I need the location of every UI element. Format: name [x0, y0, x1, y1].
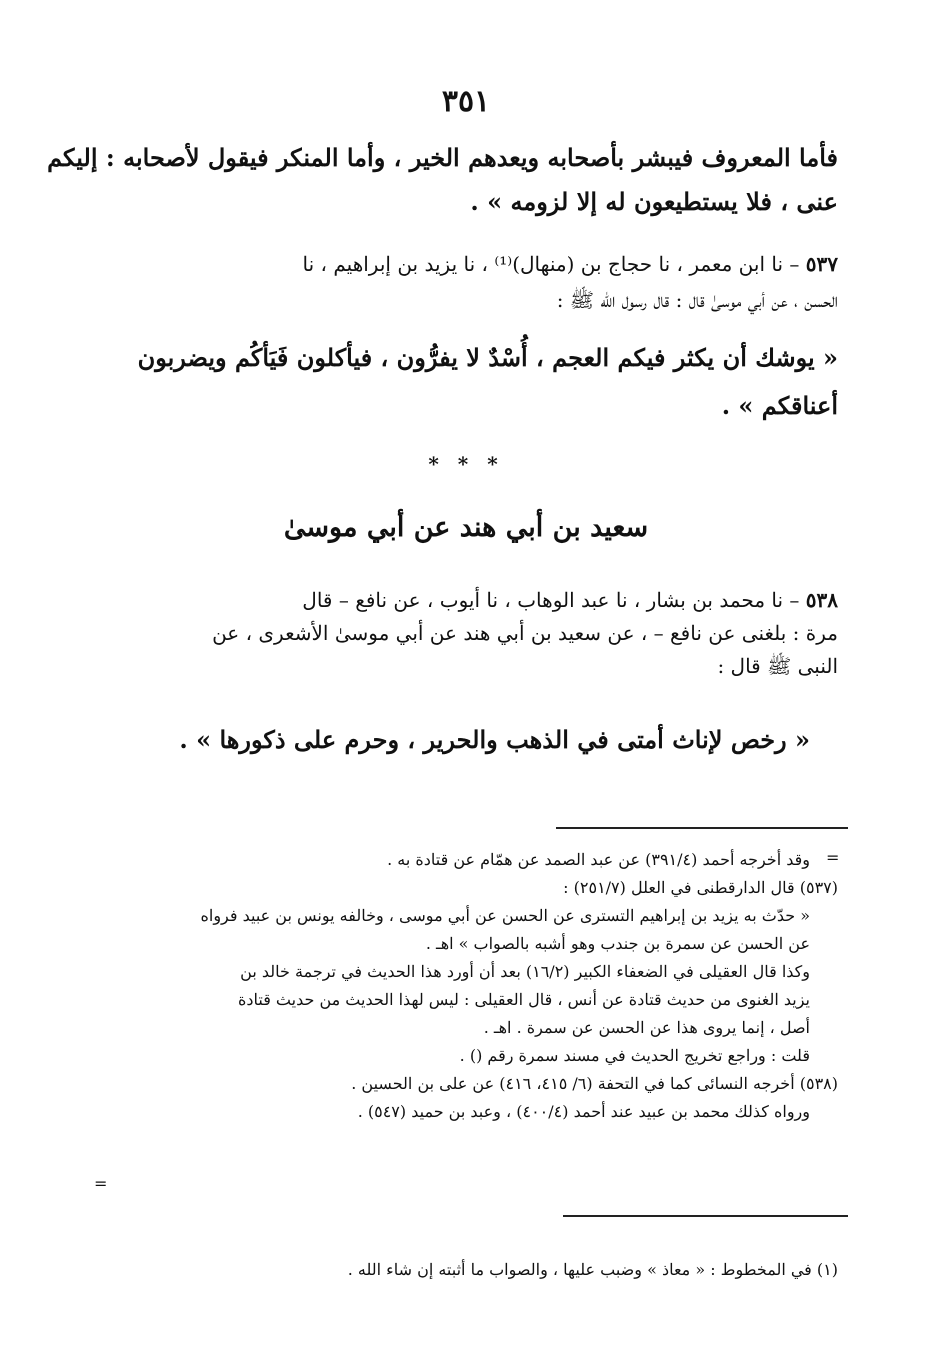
section-title: سعيد بن أبي هند عن أبي موسىٰ [283, 512, 649, 543]
intro-line: عنى ، فلا يستطيعون له إلا لزومه » . [470, 187, 838, 216]
manuscript-footnote [72, 1256, 838, 1284]
continuation-mark: = [826, 848, 840, 867]
continuation-mark: = [94, 1174, 108, 1193]
hadith-537-chain [72, 246, 838, 318]
hadith-line: « يوشك أن يكثر فيكم العجم ، أُسْدٌ لا يفرُّون ، فيأكلون فَيَأكُم ويضربون [137, 343, 838, 372]
hadith-line: « رخص لإناث أمتى في الذهب والحرير ، وحرم على ذكورها » . [179, 725, 810, 754]
hadith-538-chain [72, 584, 838, 683]
footnote-line: (٥٣٨) أخرجه النسائى كما في التحفة (٦/ ٤١٥، ٤١٦) عن على بن الحسين . [351, 1074, 838, 1093]
chain-line [72, 246, 838, 282]
hadith-538-text [72, 720, 838, 760]
footnotes [72, 846, 838, 1126]
hadith-number: ٥٣٨ [805, 588, 838, 612]
chain-line: مرة : بلغنى عن نافع – ، عن سعيد بن أبي هند عن أبي موسىٰ الأشعرى ، عن [212, 621, 838, 645]
footnote-line: عن الحسن عن سمرة بن جندب وهو أشبه بالصواب » اهـ . [425, 934, 810, 953]
footnote-line: قلت : وراجع تخريج الحديث في مسند سمرة رقم () . [459, 1046, 810, 1065]
footnote-line: يزيد الغنوى من حديث قتادة عن أنس ، قال العقيلى : ليس لهذا الحديث من حديث قتادة [237, 990, 810, 1009]
footnote-line: وكذا قال العقيلى في الضعفاء الكبير (١٦/٢) بعد أن أورد هذا الحديث في ترجمة خالد بن [240, 962, 810, 981]
intro-line: فأما المعروف فيبشر بأصحابه ويعدهم الخير ، وأما المنكر فيقول لأصحابه : إليكم [47, 143, 838, 172]
footnote-line: « حدّث به يزيد بن إبراهيم التسترى عن الحسن عن أبي موسى ، وخالفه يونس بن عبيد فرواه [200, 906, 810, 925]
footnote-line: (٥٣٧) قال الدارقطنى في العلل (٢٥١/٧) : [563, 878, 838, 897]
section-separator: * * * [428, 452, 504, 476]
chain-text: – نا محمد بن بشار ، نا عبد الوهاب ، نا أيوب ، عن نافع – قال [302, 588, 800, 612]
footnote-line: أصل ، إنما يروى هذا عن الحسن عن سمرة . اهـ . [483, 1018, 810, 1037]
footnote-divider [556, 827, 848, 829]
footnote-divider [563, 1215, 848, 1217]
intro-paragraph [47, 136, 838, 224]
footnote-line: ورواه كذلك محمد بن عبيد عند أحمد (٤٠٠/٤) ، وعبد بن حميد (٥٤٧) . [357, 1102, 810, 1121]
chain-line [72, 584, 838, 617]
hadith-537-text [72, 334, 838, 430]
page-number: ٣٥١ [441, 84, 491, 119]
hadith-line: أعناقكم » . [721, 391, 838, 420]
chain-text: – نا ابن معمر ، نا حجاج بن (منهال)⁽¹⁾ ، نا يزيد بن إبراهيم ، نا [302, 252, 800, 276]
chain-line: النبى ﷺ قال : [717, 654, 838, 678]
chain-line: الحسن ، عن أبي موسىٰ قال : قال رسول الله ﷺ : [556, 288, 838, 312]
hadith-number: ٥٣٧ [805, 252, 838, 276]
footnote-line: (١) في المخطوط : « معاذ » وضبب عليها ، والصواب ما أثبته إن شاء الله . [347, 1260, 838, 1279]
footnote-line: وقد أخرجه أحمد (٣٩١/٤) عن عبد الصمد عن همّام عن قتادة به . [387, 850, 810, 869]
